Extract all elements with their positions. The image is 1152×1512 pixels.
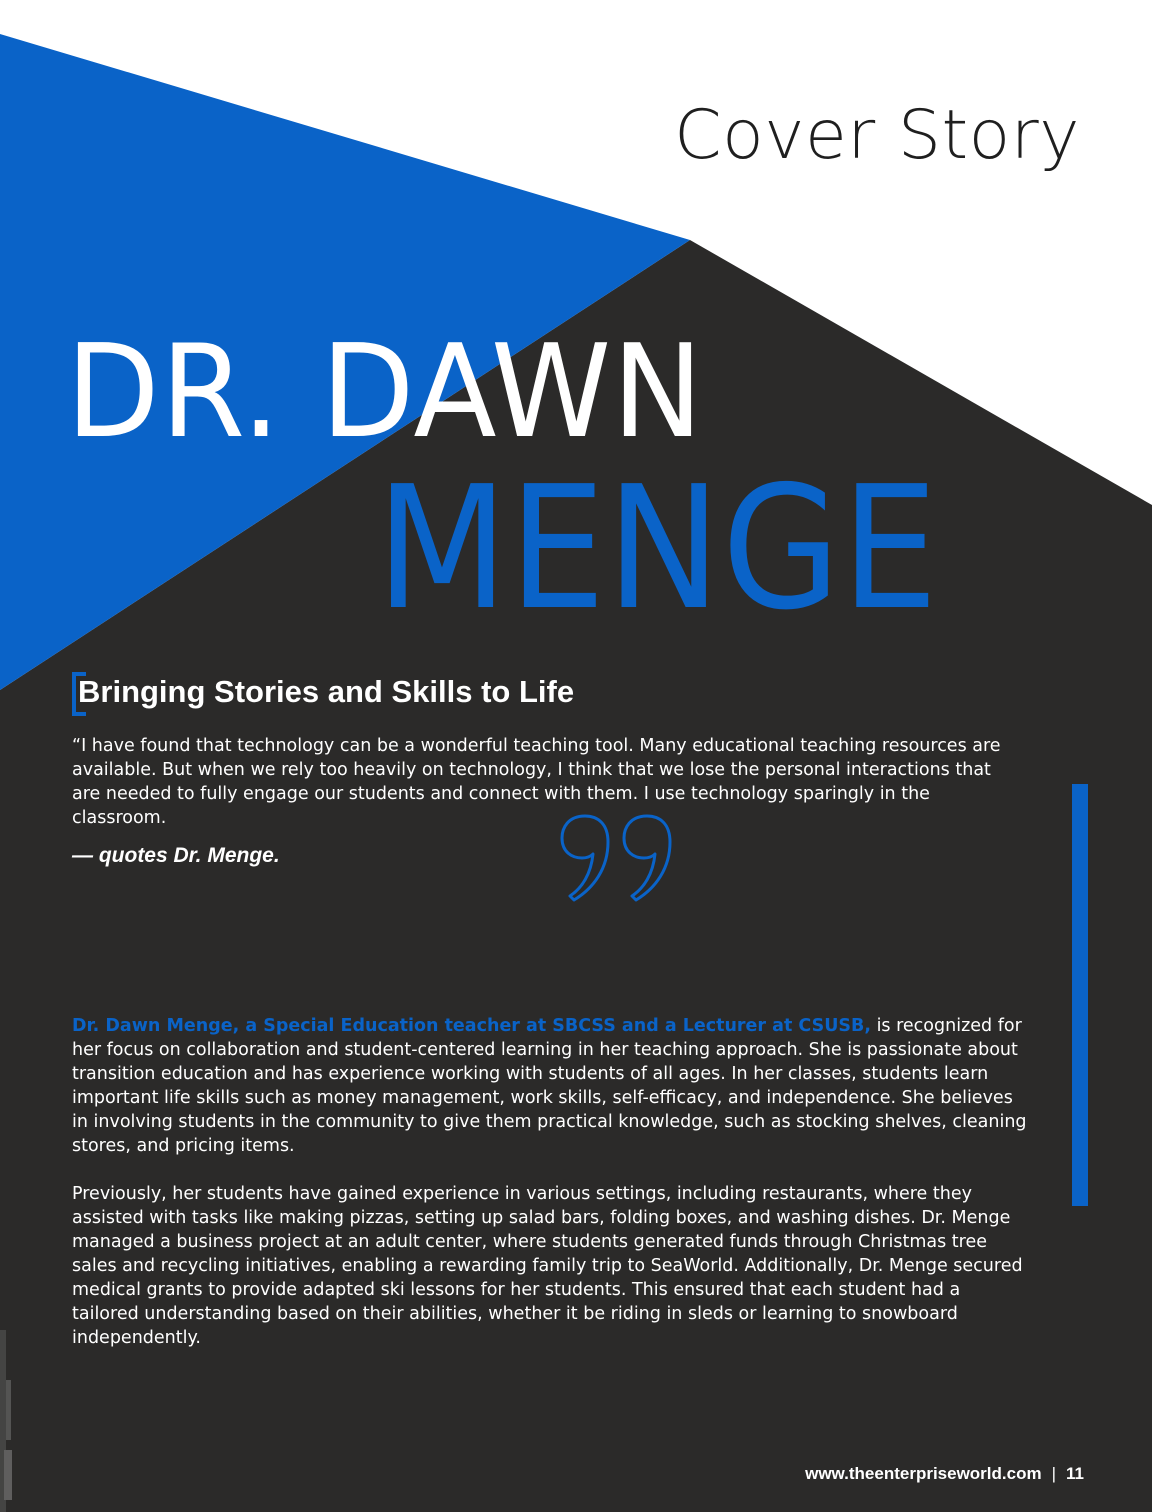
page-footer	[805, 1462, 1084, 1486]
footer-website-link[interactable]: www.theenterpriseworld.com	[805, 1464, 1042, 1483]
pull-quote-attribution: — quotes Dr. Menge.	[72, 844, 280, 867]
pull-quote-text: “I have found that technology can be a wonderful teaching tool. Many educational teaching resources are available. But when we rely too heavily on technology, I think that we lose the personal interactions that are needed to fully engage our students and connect with them. I use technology sparingly in the classroom.	[72, 736, 1001, 828]
title-first-line: DR. DAWN	[66, 318, 704, 467]
body-paragraph-2: Previously, her students have gained experience in various settings, including restaurants, where they assisted with tasks like making pizzas, setting up salad bars, folding boxes, and washing dishes. Dr. Menge managed a business project at an adult center, where students generated funds through Christmas tree sales and recycling initiatives, enabling a rewarding family trip to SeaWorld. Additionally, Dr. Menge secured medical grants to provide adapted ski lessons for her students. This ensured that each student had a tailored understanding based on their abilities, whether it be riding in sleds or learning to snowboard independently.	[72, 1184, 1023, 1348]
closing-quote-icon	[558, 810, 676, 902]
subheading: Bringing Stories and Skills to Life	[78, 674, 575, 709]
footer-separator: |	[1051, 1464, 1057, 1483]
title-last-name: MENGE	[376, 450, 939, 648]
vertical-accent-bar	[1072, 784, 1088, 1206]
body-paragraph-1-text: is recognized for her focus on collaboration and student-centered learning in her teaching approach. She is passionate about transition education and has experience working with students of all ages. In her classes, students learn important life skills such as money management, work skills, self-efficacy, and independence. She believes in involving students in the community to give them practical knowledge, such as stocking shelves, cleaning stores, and pricing items.	[72, 1016, 1027, 1156]
page-number: 11	[1066, 1464, 1084, 1483]
section-label: Cover Story	[674, 96, 1080, 175]
body-paragraph-1-lead: Dr. Dawn Menge, a Special Education teacher at SBCSS and a Lecturer at CSUSB,	[72, 1016, 871, 1036]
body-paragraph-1	[72, 1014, 1032, 1158]
